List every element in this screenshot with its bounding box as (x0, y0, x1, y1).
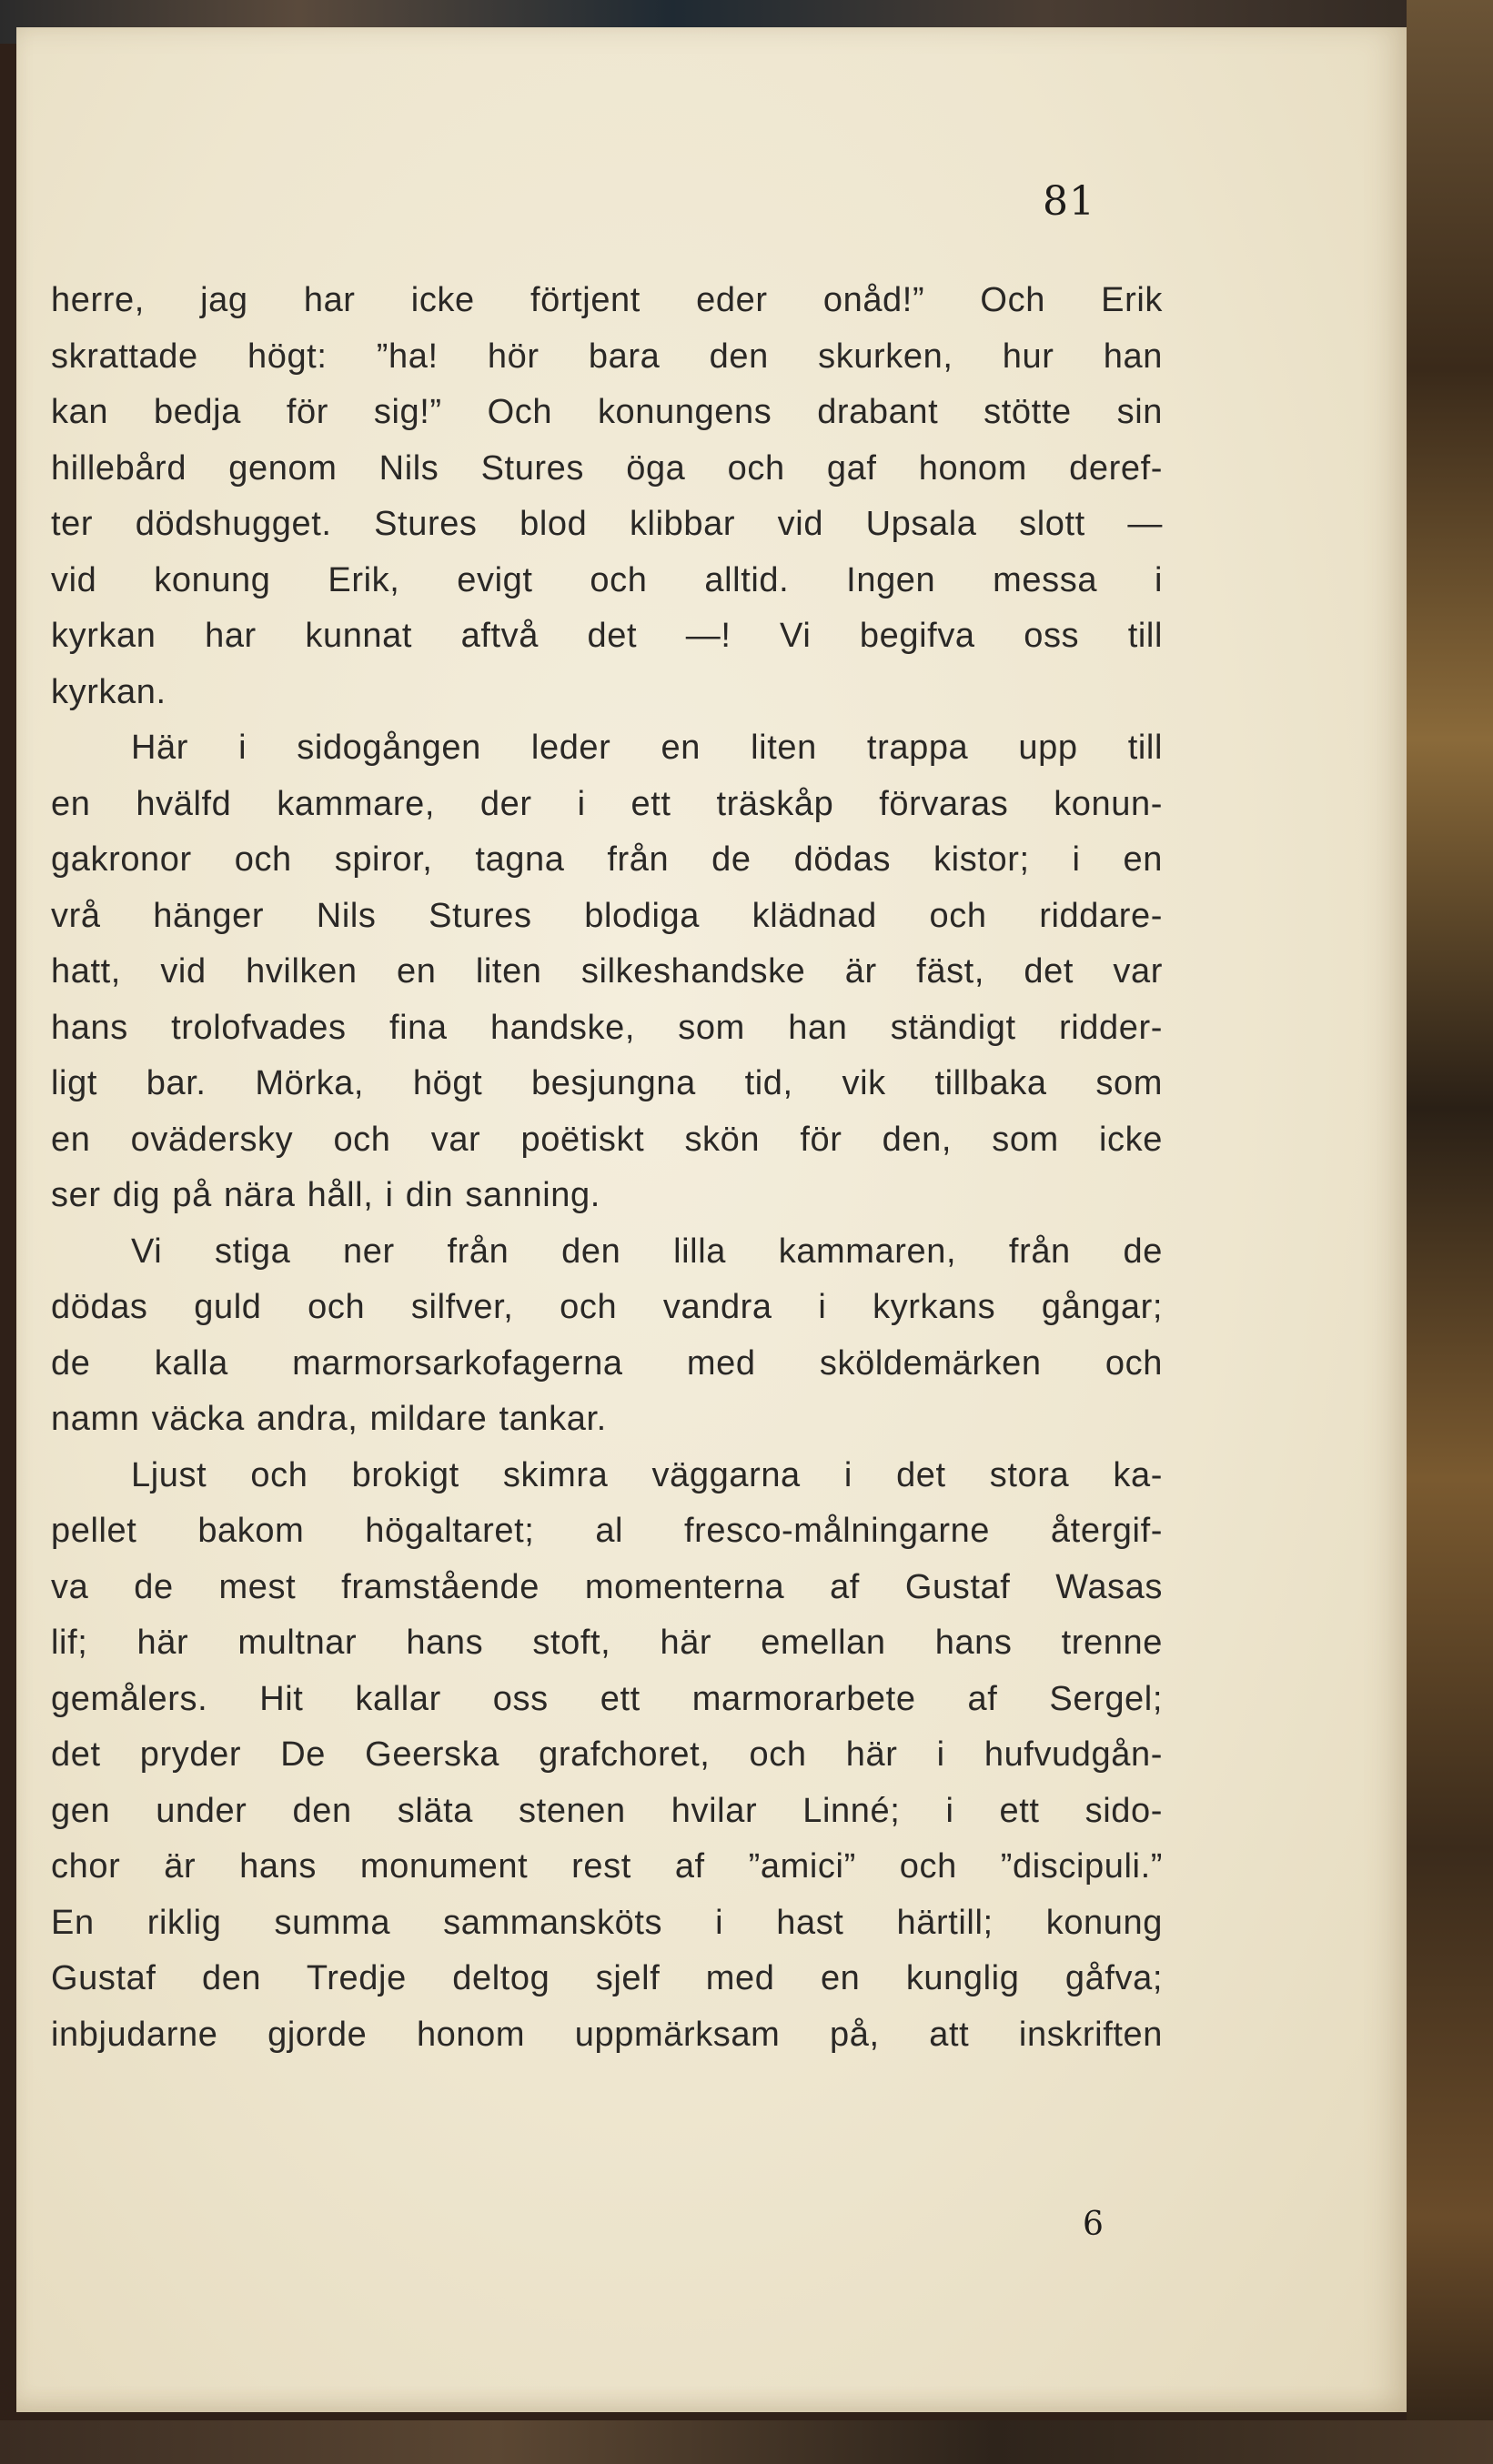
text-line: ter dödshugget. Stures blod klibbar vid Upsala slott — (51, 505, 1163, 543)
text-line: chor är hans monument rest af ”amici” och ”discipuli.” (51, 1847, 1163, 1886)
signature-mark: 6 (1083, 2206, 1104, 2243)
text-line: En riklig summa sammansköts i hast härtill; konung (51, 1903, 1163, 1942)
text-line: herre, jag har icke förtjent eder onåd!” Och Erik (51, 281, 1163, 319)
book-edge (1407, 0, 1493, 2464)
text-line: vid konung Erik, evigt och alltid. Ingen messa i (51, 560, 1163, 599)
body-text (51, 273, 1163, 2063)
text-line: gen under den släta stenen hvilar Linné; i ett sido- (51, 1791, 1163, 1830)
text-line: de kalla marmorsarkofagerna med sköldemärken och (51, 1343, 1163, 1383)
text-line: namn väcka andra, mildare tankar. (51, 1400, 607, 1438)
text-line: va de mest framstående momenterna af Gustaf Wasas (51, 1567, 1163, 1606)
text-line: Ljust och brokigt skimra väggarna i det stora ka- (131, 1455, 1163, 1494)
page-number: 81 (1043, 178, 1095, 225)
text-line: inbjudarne gjorde honom uppmärksam på, att inskriften (51, 2015, 1163, 2054)
text-line: det pryder De Geerska grafchoret, och här i hufvudgån- (51, 1735, 1163, 1774)
text-line: Gustaf den Tredje deltog sjelf med en kunglig gåfva; (51, 1959, 1163, 1997)
text-line: Vi stiga ner från den lilla kammaren, från de (131, 1232, 1163, 1271)
text-line: kyrkan. (51, 672, 166, 711)
text-line: en ovädersky och var poëtiskt skön för den, som icke (51, 1120, 1163, 1159)
text-line: skrattade högt: ”ha! hör bara den skurken, hur han (51, 337, 1163, 376)
text-line: en hvälfd kammare, der i ett träskåp förvaras konun- (51, 784, 1163, 823)
text-line: gemålers. Hit kallar oss ett marmorarbete af Sergel; (51, 1679, 1163, 1718)
text-line: pellet bakom högaltaret; al fresco-målningarne återgif- (51, 1512, 1163, 1550)
book-page (16, 27, 1407, 2412)
text-line: Här i sidogången leder en liten trappa upp till (131, 729, 1163, 767)
text-line: hillebård genom Nils Stures öga och gaf honom deref- (51, 448, 1163, 488)
scan-bottom-border (0, 2420, 1493, 2464)
text-line: gakronor och spiror, tagna från de dödas kistor; i en (51, 840, 1163, 879)
text-line: lif; här multnar hans stoft, här emellan hans trenne (51, 1624, 1163, 1662)
text-line: vrå hänger Nils Stures blodiga klädnad och riddare- (51, 896, 1163, 935)
text-line: ser dig på nära håll, i din sanning. (51, 1176, 600, 1214)
text-line: kyrkan har kunnat aftvå det —! Vi begifva oss till (51, 617, 1163, 655)
text-line: hatt, vid hvilken en liten silkeshandske är fäst, det var (51, 952, 1163, 991)
text-line: dödas guld och silfver, och vandra i kyrkans gångar; (51, 1288, 1163, 1326)
text-line: kan bedja för sig!” Och konungens drabant stötte sin (51, 393, 1163, 431)
text-line: ligt bar. Mörka, högt besjungna tid, vik tillbaka som (51, 1064, 1163, 1102)
text-line: hans trolofvades fina handske, som han ständigt ridder- (51, 1008, 1163, 1047)
